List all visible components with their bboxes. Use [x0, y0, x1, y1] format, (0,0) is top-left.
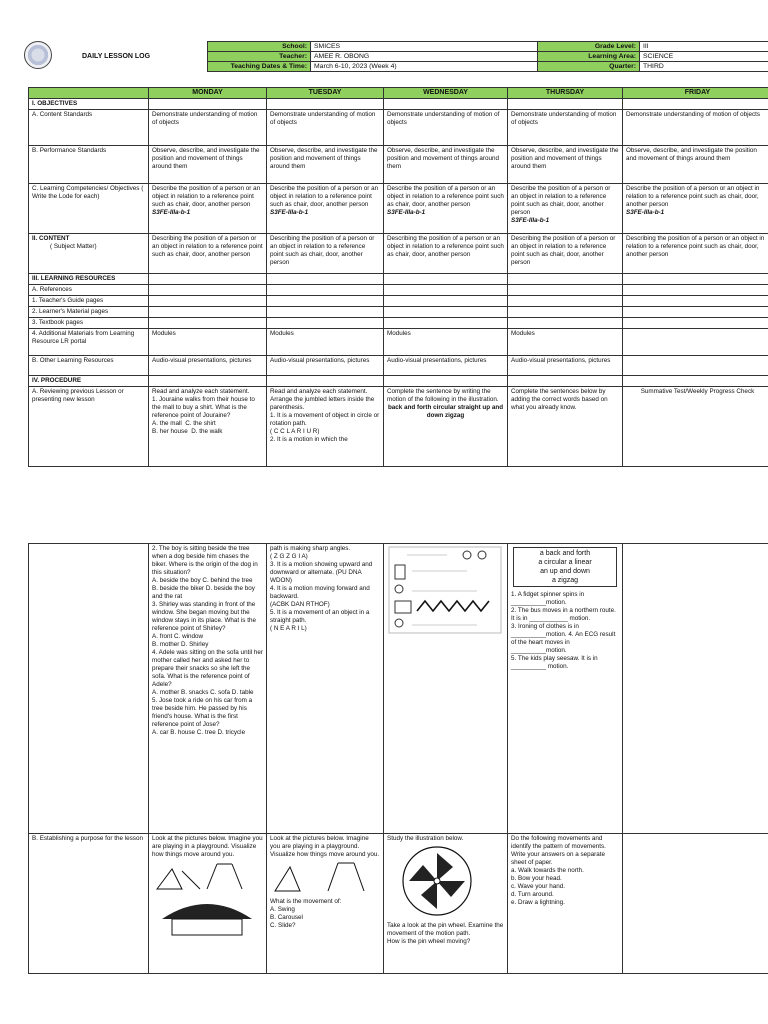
performance-label: B. Performance Standards: [29, 146, 149, 184]
lesson-log-table-continued: [28, 543, 768, 974]
review-thu-continued: a back and forth a circular a linear an up and down a zigzag 1. A fidget spinner spins in __________motion. 2. The bus moves in a northern route. It is in ___________ motion. 3. Ironing of clothes is in __________motion. 4. An ECG result of the heart moves in __________motion. 5. The kids play seesaw. It is in __________ motion.: [508, 544, 623, 834]
review-wed-worksheet: [384, 544, 508, 834]
content-mon: Describing the position of a person or an object in relation to a reference point such as chair, door, another person: [149, 234, 267, 274]
day-wednesday: WEDNESDAY: [384, 88, 508, 99]
content-standards-wed: Demonstrate understanding of motion of objects: [384, 110, 508, 146]
purpose-wed: Study the illustration below. Take a look at the pin wheel. Examine the movement of the motion path. How is the pin wheel moving?: [384, 834, 508, 974]
lm-label: 2. Learner's Material pages: [29, 307, 149, 318]
additional-materials-label: 4. Additional Materials from Learning Resource LR portal: [29, 329, 149, 356]
dates-value: March 6-10, 2023 (Week 4): [311, 62, 538, 72]
grade-label: Grade Level:: [538, 42, 640, 52]
content-tue: Describing the position of a person or an object in relation to a reference point such as chair, door, another person: [267, 234, 384, 274]
other-mon: Audio-visual presentations, pictures: [149, 356, 267, 376]
page-title: DAILY LESSON LOG: [82, 53, 151, 60]
performance-mon: Observe, describe, and investigate the position and movement of things around them: [149, 146, 267, 184]
content-wed: Describing the position of a person or an object in relation to a reference point such as chair, door, another person: [384, 234, 508, 274]
day-thursday: THURSDAY: [508, 88, 623, 99]
content-label: II. CONTENT ( Subject Matter): [29, 234, 149, 274]
performance-fri: Observe, describe, and investigate the position and movement of things around them: [623, 146, 768, 184]
references-label: A. References: [29, 285, 149, 296]
school-label: School:: [208, 42, 311, 52]
review-thu: Complete the sentences below by adding the correct words based on what you already know.: [508, 387, 623, 467]
area-value: SCIENCE: [640, 52, 768, 62]
purpose-mon: Look at the pictures below. Imagine you are playing in a playground. Visualize how things move around you.: [149, 834, 267, 974]
tb-label: 3. Textbook pages: [29, 318, 149, 329]
objectives-heading: I. OBJECTIVES: [29, 99, 149, 110]
tg-label: 1. Teacher's Guide pages: [29, 296, 149, 307]
dates-label: Teaching Dates & Time:: [208, 62, 311, 72]
content-standards-thu: Demonstrate understanding of motion of objects: [508, 110, 623, 146]
competencies-mon: Describe the position of a person or an object in relation to a reference point such as chair, door, another person S3FE-IIIa-b-1: [149, 184, 267, 234]
lesson-log-table: [28, 87, 768, 467]
procedure-heading: IV. PROCEDURE: [29, 376, 149, 387]
content-standards-mon: Demonstrate understanding of motion of objects: [149, 110, 267, 146]
modules-wed: Modules: [384, 329, 508, 356]
modules-thu: Modules: [508, 329, 623, 356]
review-tue: Read and analyze each statement. Arrange the jumbled letters inside the parenthesis. 1. It is a movement of object in circle or rotation path. ( C C L A R I U R) 2. It is a motion in which the: [267, 387, 384, 467]
content-thu: Describing the position of a person or an object in relation to a reference point such as chair, door, another person: [508, 234, 623, 274]
competencies-wed: Describe the position of a person or an object in relation to a reference point such as chair, door, another person S3FE-IIIa-b-1: [384, 184, 508, 234]
other-thu: Audio-visual presentations, pictures: [508, 356, 623, 376]
teacher-value: AMEE R. OBONG: [311, 52, 538, 62]
motion-worksheet-picture: [387, 545, 503, 635]
playground-picture-small: [270, 859, 378, 895]
content-standards-label: A. Content Standards: [29, 110, 149, 146]
content-standards-fri: Demonstrate understanding of motion of objects: [623, 110, 768, 146]
other-wed: Audio-visual presentations, pictures: [384, 356, 508, 376]
deped-seal-logo: [24, 41, 52, 69]
competencies-fri: Describe the position of a person or an object in relation to a reference point such as chair, door, another person S3FE-IIIa-b-1: [623, 184, 768, 234]
modules-mon: Modules: [149, 329, 267, 356]
area-label: Learning Area:: [538, 52, 640, 62]
other-resources-label: B. Other Learning Resources: [29, 356, 149, 376]
content-standards-tue: Demonstrate understanding of motion of objects: [267, 110, 384, 146]
review-tue-continued: path is making sharp angles. ( Z G Z G I A) 3. It is a motion showing upward and downward or alternate. (PU DNA WDON) 4. It is a motion moving forward and backward. (ACBK DAN RTHOF) 5. It is a movement of an object in a straight path. ( N E A R I L): [267, 544, 384, 834]
school-value: SMICES: [311, 42, 538, 52]
day-monday: MONDAY: [149, 88, 267, 99]
modules-tue: Modules: [267, 329, 384, 356]
other-tue: Audio-visual presentations, pictures: [267, 356, 384, 376]
resources-heading: III. LEARNING RESOURCES: [29, 274, 149, 285]
header-table: [207, 41, 768, 72]
day-friday: FRIDAY: [623, 88, 768, 99]
purpose-tue: Look at the pictures below. Imagine you are playing in a playground. Visualize how things move around you. What is the movement of: A. Swing B. Carousel C. Slide?: [267, 834, 384, 974]
review-mon: Read and analyze each statement. 1. Jouraine walks from their house to the mall to buy a shirt. What is the reference point of Jouraine? A. the mall C. the shirt B. her house D. the walk: [149, 387, 267, 467]
competencies-label: C. Learning Competencies/ Objectives ( Write the Lode for each): [29, 184, 149, 234]
pinwheel-picture: [397, 843, 477, 919]
review-fri: Summative Test/Weekly Progress Check: [623, 387, 768, 467]
content-fri: Describing the position of a person or an object in relation to a reference point such as chair, door, another person: [623, 234, 768, 274]
purpose-label: B. Establishing a purpose for the lesson: [29, 834, 149, 974]
teacher-label: Teacher:: [208, 52, 311, 62]
word-bank-box: a back and forth a circular a linear an up and down a zigzag: [513, 547, 617, 587]
purpose-thu: Do the following movements and identify the pattern of movements. Write your answers on a separate sheet of paper. a. Walk towards the north. b. Bow your head. c. Wave your hand. d. Turn around. e. Draw a lightning.: [508, 834, 623, 974]
review-mon-continued: 2. The boy is sitting beside the tree when a dog beside him chases the biker. Where is the origin of the dog in this situation? A. beside the boy C. behind the tree B. beside the biker D. beside the boy and the rat 3. Shirley was standing in front of the window. She began moving but the window stays in its place. What is the reference point of Shirley? A. front C. window B. mother D. Shirley 4. Adele was sitting on the sofa until her mother called her and asked her to prepare their snacks so she left the sofa. What is the reference point of Adele? A. mother B. snacks C. sofa D. table 5. Jose took a ride on his car from a tree beside him. He passed by his friend's house. What is the first reference point of Jose? A. car B. house C. tree D. tricycle: [149, 544, 267, 834]
review-wed: Complete the sentence by writing the motion of the following in the illustration. back and forth circular straight up and down zigzag: [384, 387, 508, 467]
review-label: A. Reviewing previous Lesson or presenting new lesson: [29, 387, 149, 467]
playground-picture: [152, 859, 262, 939]
competencies-thu: Describe the position of a person or an object in relation to a reference point such as chair, door, another person S3FE-IIIa-b-1: [508, 184, 623, 234]
grade-value: III: [640, 42, 768, 52]
performance-wed: Observe, describe, and investigate the position and movement of things around them: [384, 146, 508, 184]
performance-tue: Observe, describe, and investigate the position and movement of things around them: [267, 146, 384, 184]
quarter-value: THIRD: [640, 62, 768, 72]
competencies-tue: Describe the position of a person or an object in relation to a reference point such as chair, door, another person S3FE-IIIa-b-1: [267, 184, 384, 234]
day-tuesday: TUESDAY: [267, 88, 384, 99]
performance-thu: Observe, describe, and investigate the position and movement of things around them: [508, 146, 623, 184]
quarter-label: Quarter:: [538, 62, 640, 72]
